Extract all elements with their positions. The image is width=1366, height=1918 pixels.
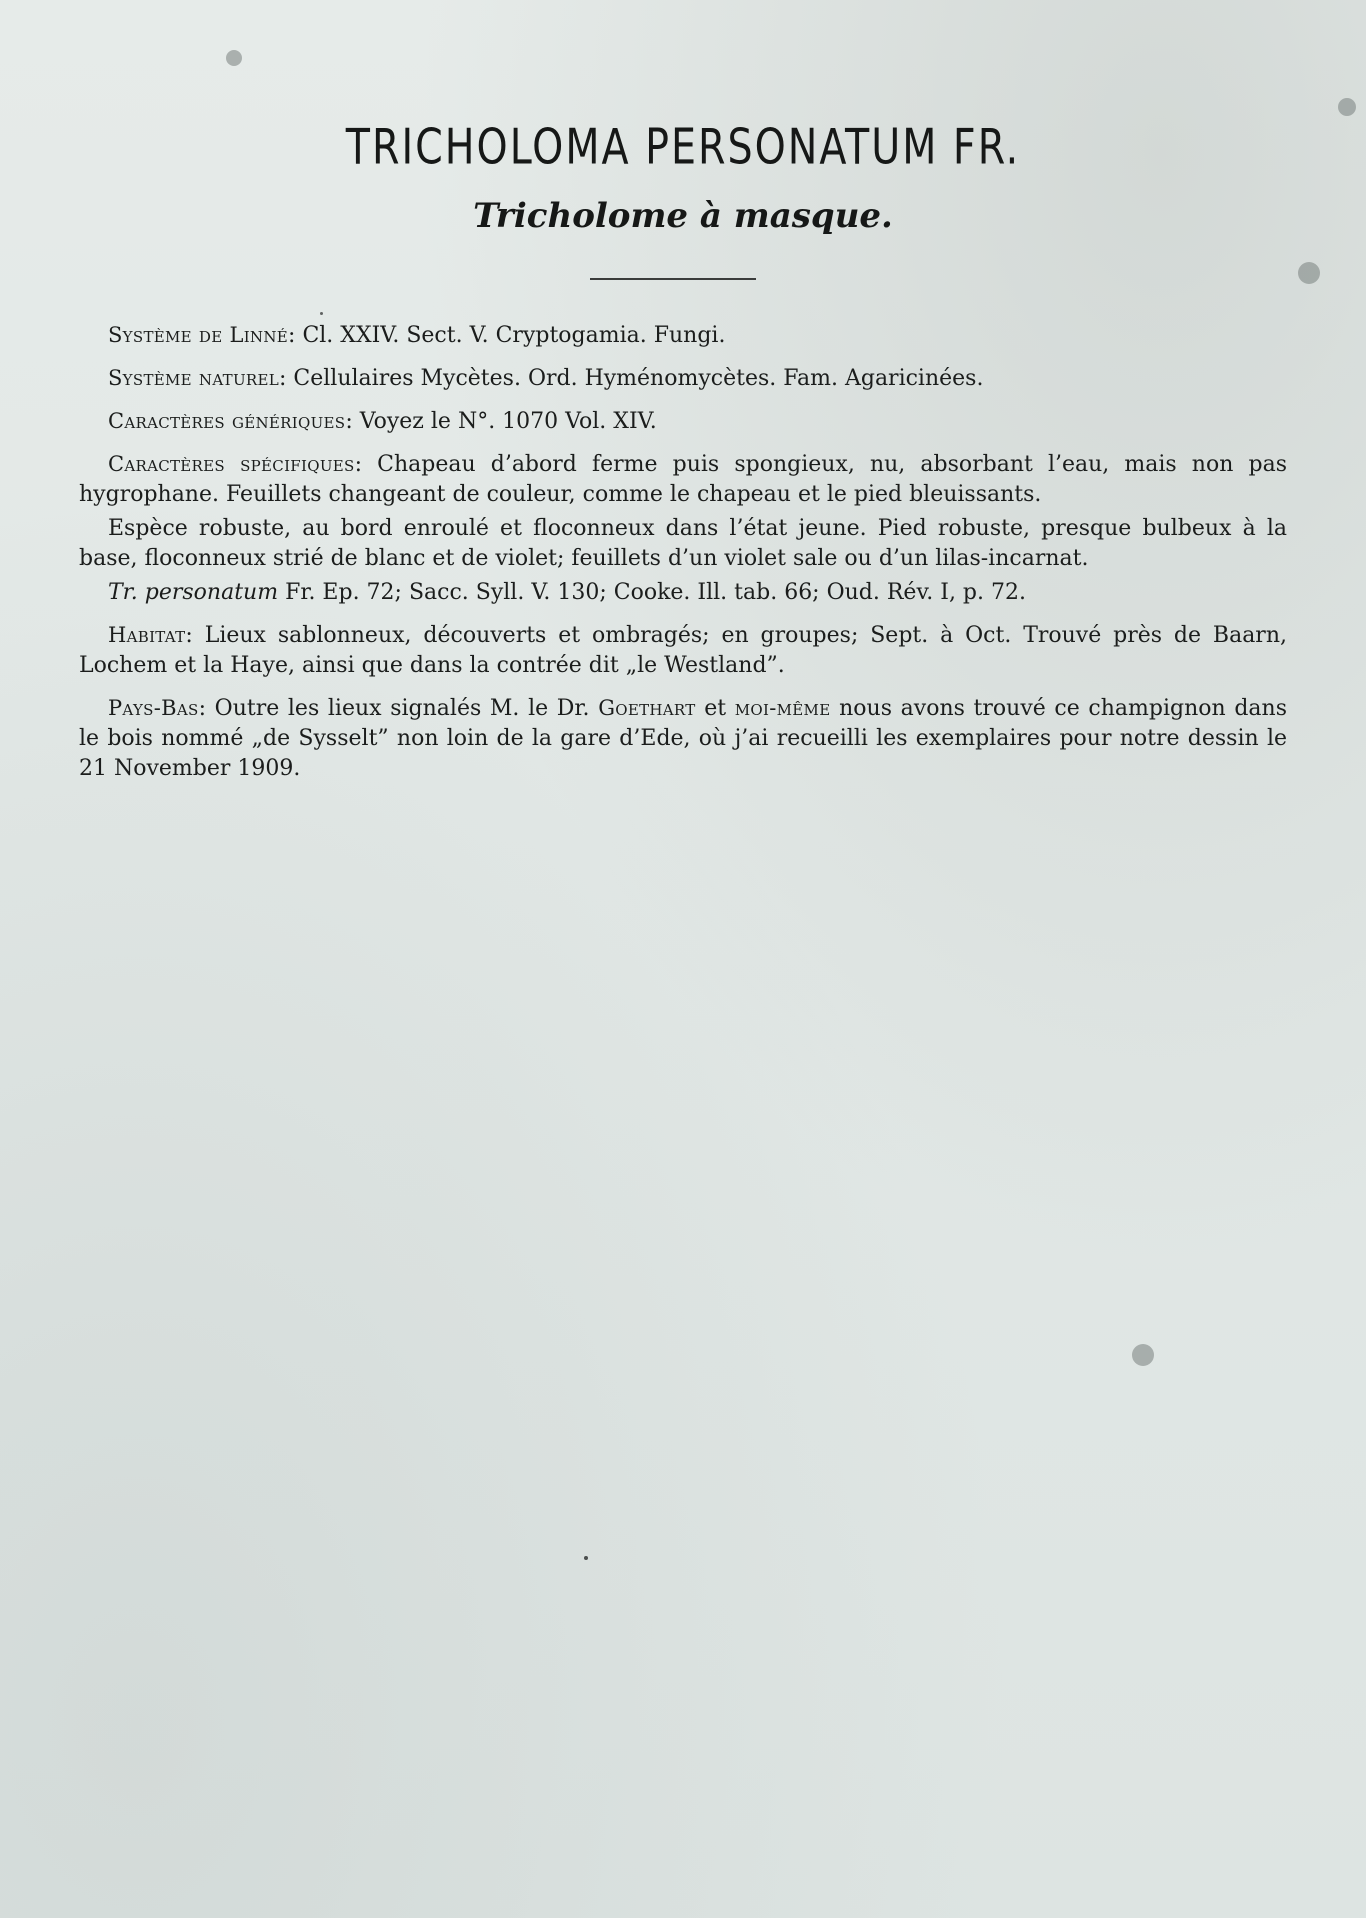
paragraph-systeme-linne: Système de Linné: Cl. XXIV. Sect. V. Cryptogamia. Fungi.	[108, 323, 726, 348]
body-text	[79, 320, 1287, 796]
text-habitat: Lieux sablonneux, découverts et ombragés; en groupes; Sept. à Oct. Trouvé près de Baarn, Lochem et la Haye, ainsi que dans la contrée dit „le Westland”.	[79, 623, 1287, 678]
paragraph-pays-bas: Pays-Bas: Outre les lieux signalés M. le Dr. Goethart et moi-même nous avons trouvé ce champignon dans le bois nommé „de Sysselt” non loin de la gare d’Ede, où j’ai recueilli les exemplaires pour notre dessin le 21 November 1909.	[79, 696, 1287, 781]
label-habitat: Habitat	[108, 623, 186, 647]
label-pays-bas: Pays-Bas	[108, 696, 199, 720]
page-subtitle: Tricholome à masque.	[473, 196, 893, 236]
text-espece: Espèce robuste, au bord enroulé et floconneux dans l’état jeune. Pied robuste, presque bulbeux à la base, floconneux strié de blanc et de violet; feuillets d’un violet sale ou d’un lilas-incarnat.	[79, 516, 1287, 571]
paper-speck	[320, 312, 323, 315]
label-caracteres-specifiques: Caractères spécifiques	[108, 452, 355, 476]
paragraph-espece	[79, 514, 1287, 574]
paper-speck	[1338, 98, 1356, 116]
name-moi-meme: moi-même	[734, 696, 831, 720]
paragraph-reference	[79, 578, 1287, 608]
paragraph-systeme-naturel: Système naturel: Cellulaires Mycètes. Ord. Hyménomycètes. Fam. Agaricinées.	[108, 366, 984, 391]
text-systeme-linne: Cl. XXIV. Sect. V. Cryptogamia. Fungi.	[302, 323, 726, 348]
paragraph-caracteres-generiques: Caractères génériques: Voyez le N°. 1070 Vol. XIV.	[108, 409, 657, 434]
paper-speck	[1298, 262, 1320, 284]
paragraph-habitat: Habitat: Lieux sablonneux, découverts et ombragés; en groupes; Sept. à Oct. Trouvé près de Baarn, Lochem et la Haye, ainsi que dans la contrée dit „le Westland”.	[79, 623, 1287, 678]
name-goethart: Goethart	[598, 696, 696, 720]
title-divider	[590, 278, 756, 280]
paper-speck	[226, 50, 242, 66]
text-reference: Fr. Ep. 72; Sacc. Syll. V. 130; Cooke. Ill. tab. 66; Oud. Rév. I, p. 72.	[285, 580, 1026, 605]
text-caracteres-generiques: Voyez le N°. 1070 Vol. XIV.	[359, 409, 657, 434]
text-systeme-naturel: Cellulaires Mycètes. Ord. Hyménomycètes. Fam. Agaricinées.	[293, 366, 984, 391]
text-pays-bas-1: Outre les lieux signalés M. le Dr.	[214, 696, 590, 721]
paragraph-caracteres-specifiques: Caractères spécifiques: Chapeau d’abord ferme puis spongieux, nu, absorbant l’eau, mais non pas hygrophane. Feuillets changeant de couleur, comme le chapeau et le pied bleuissants.	[79, 452, 1287, 507]
reference-species-name: Tr. personatum	[108, 580, 279, 605]
page-title: TRICHOLOMA PERSONATUM FR.	[345, 118, 1021, 177]
label-systeme-naturel: Système naturel	[108, 366, 279, 390]
paper-speck	[584, 1556, 588, 1560]
text-pays-bas-2: et	[704, 696, 727, 721]
label-systeme-linne: Système de Linné	[108, 323, 289, 347]
label-caracteres-generiques: Caractères génériques	[108, 409, 346, 433]
text-pays-bas-3: nous avons trouvé ce champignon dans le bois nommé „de Sysselt” non loin de la gare d’Ede, où j’ai recueilli les exemplaires pour notre dessin le 21 November 1909.	[79, 696, 1287, 781]
paper-speck	[1132, 1344, 1154, 1366]
text-caracteres-specifiques: Chapeau d’abord ferme puis spongieux, nu, absorbant l’eau, mais non pas hygrophane. Feuillets changeant de couleur, comme le chapeau et le pied bleuissants.	[79, 452, 1287, 507]
